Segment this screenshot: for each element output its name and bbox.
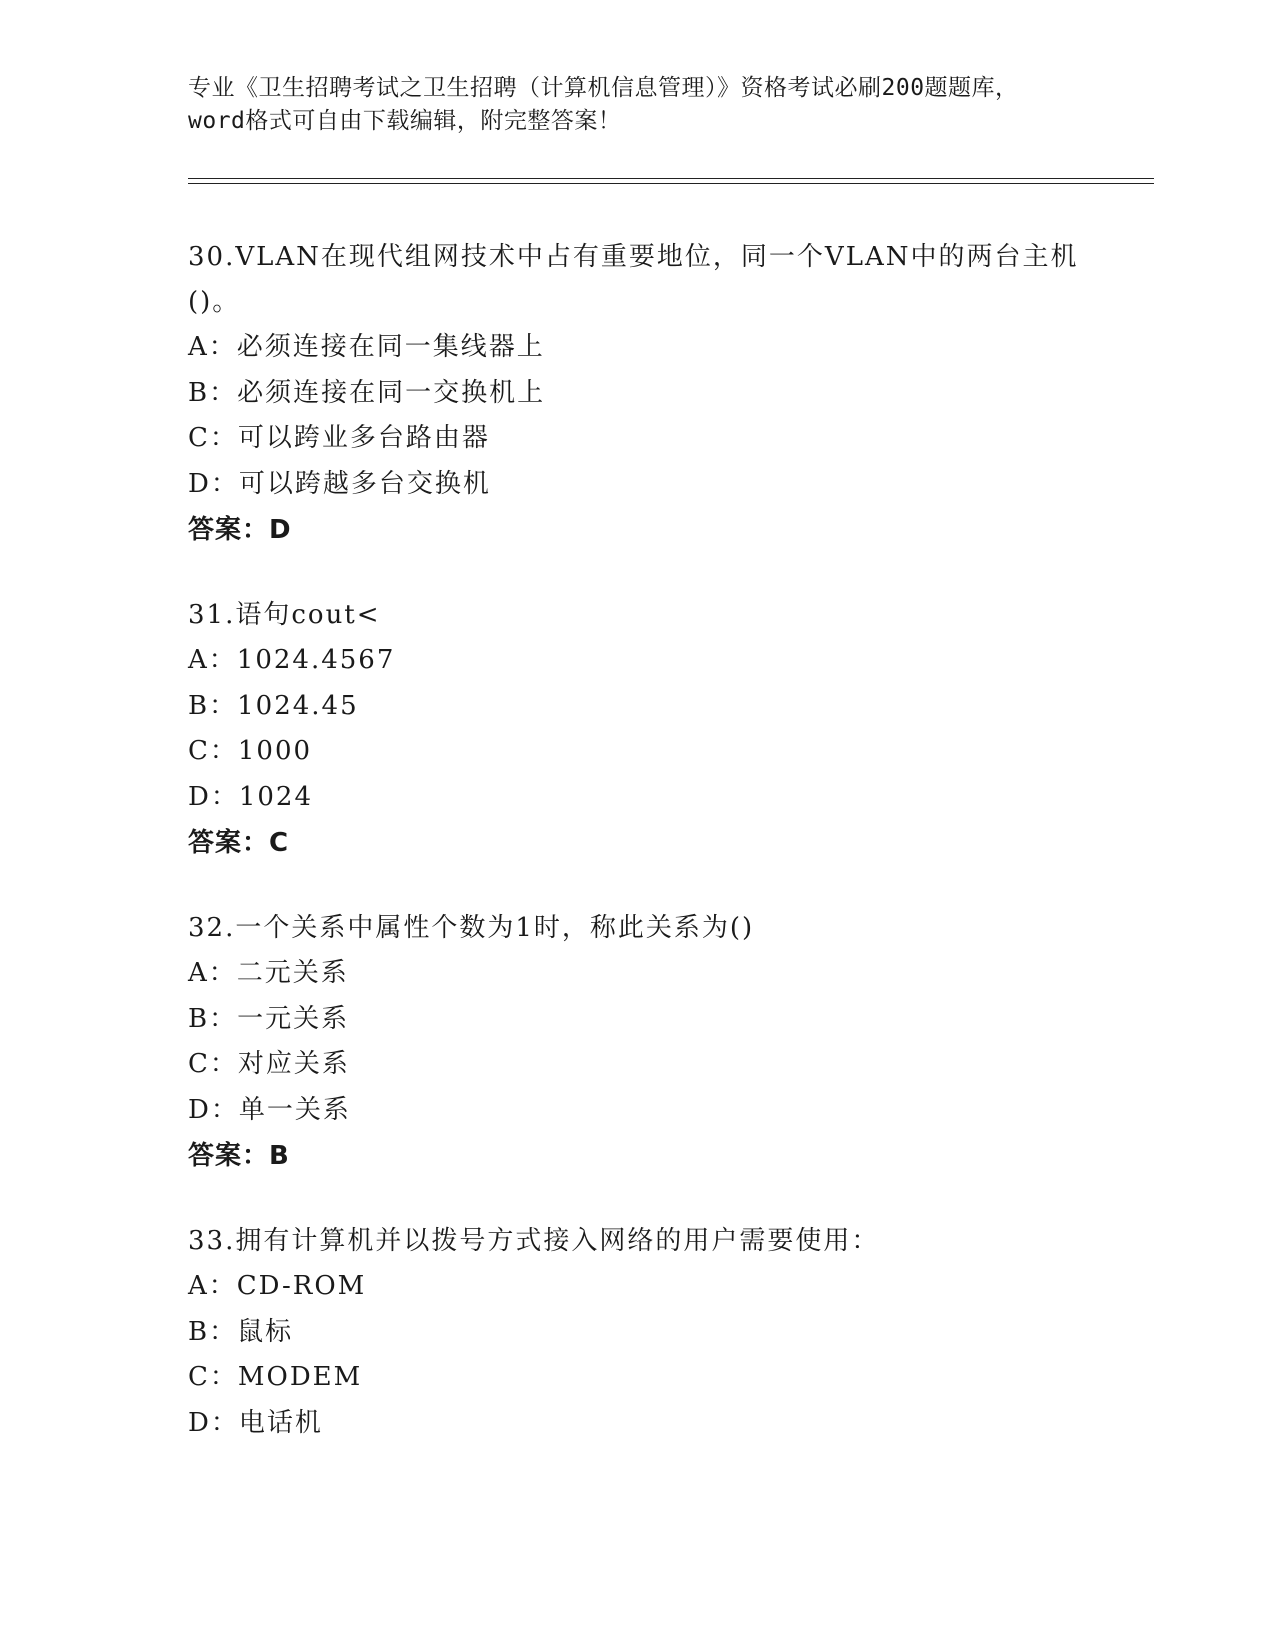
header-divider-bottom: [188, 183, 1154, 184]
question-stem-continued: ()。: [188, 287, 241, 317]
question-stem: 30.VLAN在现代组网技术中占有重要地位，同一个VLAN中的两台主机: [188, 242, 1079, 272]
question-31: [188, 593, 1088, 866]
option-a: A：CD-ROM: [188, 1271, 367, 1301]
option-d: D：电话机: [188, 1407, 323, 1438]
option-c: C：可以跨业多台路由器: [188, 423, 490, 453]
question-stem: 33.拥有计算机并以拨号方式接入网络的用户需要使用：: [188, 1226, 880, 1256]
option-c: C：对应关系: [188, 1049, 350, 1079]
answer-label: 答案：D: [188, 515, 292, 545]
option-a: A：二元关系: [188, 958, 349, 988]
option-c: C：1000: [188, 736, 313, 766]
option-a: A：1024.4567: [188, 645, 396, 675]
option-d: D：单一关系: [188, 1094, 351, 1125]
option-c: C：MODEM: [188, 1362, 363, 1392]
question-stem: 31.语句cout<: [188, 600, 381, 630]
answer-label: 答案：C: [188, 828, 290, 858]
header-line-2: word格式可自由下载编辑，附完整答案！: [188, 108, 622, 134]
option-b: B：1024.45: [188, 690, 359, 721]
option-b: B：一元关系: [188, 1003, 350, 1034]
document-header: [188, 72, 1088, 138]
question-32: [188, 906, 1088, 1179]
option-b: B：鼠标: [188, 1316, 294, 1347]
option-d: D：可以跨越多台交换机: [188, 468, 491, 499]
question-list: [188, 235, 1088, 1486]
header-divider-top: [188, 178, 1154, 179]
option-b: B：必须连接在同一交换机上: [188, 377, 546, 408]
answer-label: 答案：B: [188, 1141, 290, 1171]
question-33: [188, 1219, 1088, 1446]
header-line-1: 专业《卫生招聘考试之卫生招聘（计算机信息管理）》资格考试必刷200题题库，: [188, 75, 1019, 101]
question-30: [188, 235, 1088, 553]
option-d: D：1024: [188, 781, 314, 812]
question-stem: 32.一个关系中属性个数为1时，称此关系为(): [188, 913, 755, 943]
option-a: A：必须连接在同一集线器上: [188, 332, 545, 362]
